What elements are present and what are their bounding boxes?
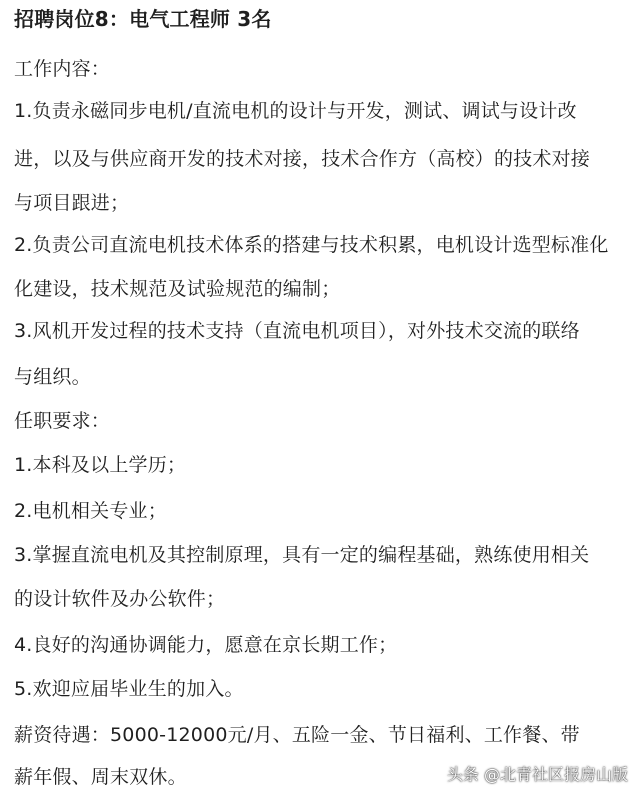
requirement-line: 4.良好的沟通协调能力，愿意在京长期工作； <box>14 634 398 656</box>
requirement-line: 1.本科及以上学历； <box>14 454 187 476</box>
duty-line: 2.负责公司直流电机技术体系的搭建与技术积累，电机设计选型标准化 <box>14 234 609 256</box>
duty-line: 与组织。 <box>14 366 91 388</box>
salary-line: 薪年假、周末双休。 <box>14 766 187 788</box>
source-watermark: 头条 @北青社区报房山版 <box>446 765 628 784</box>
duty-line: 3.风机开发过程的技术支持（直流电机项目），对外技术交流的联络 <box>14 320 580 342</box>
requirement-line: 的设计软件及办公软件； <box>14 588 226 610</box>
duty-line: 与项目跟进； <box>14 192 130 214</box>
section-heading-requirements: 任职要求： <box>14 410 111 432</box>
duty-line: 1.负责永磁同步电机/直流电机的设计与开发，测试、调试与设计改 <box>14 100 577 122</box>
requirement-line: 5.欢迎应届毕业生的加入。 <box>14 678 244 700</box>
salary-line: 薪资待遇：5000-12000元/月、五险一金、节日福利、工作餐、带 <box>14 724 580 746</box>
job-title: 招聘岗位8：电气工程师 3名 <box>14 7 272 31</box>
requirement-line: 3.掌握直流电机及其控制原理，具有一定的编程基础，熟练使用相关 <box>14 544 590 566</box>
requirement-line: 2.电机相关专业； <box>14 500 167 522</box>
duty-line: 化建设，技术规范及试验规范的编制； <box>14 278 341 300</box>
duty-line: 进，以及与供应商开发的技术对接，技术合作方（高校）的技术对接 <box>14 148 591 170</box>
section-heading-duties: 工作内容： <box>14 58 111 80</box>
